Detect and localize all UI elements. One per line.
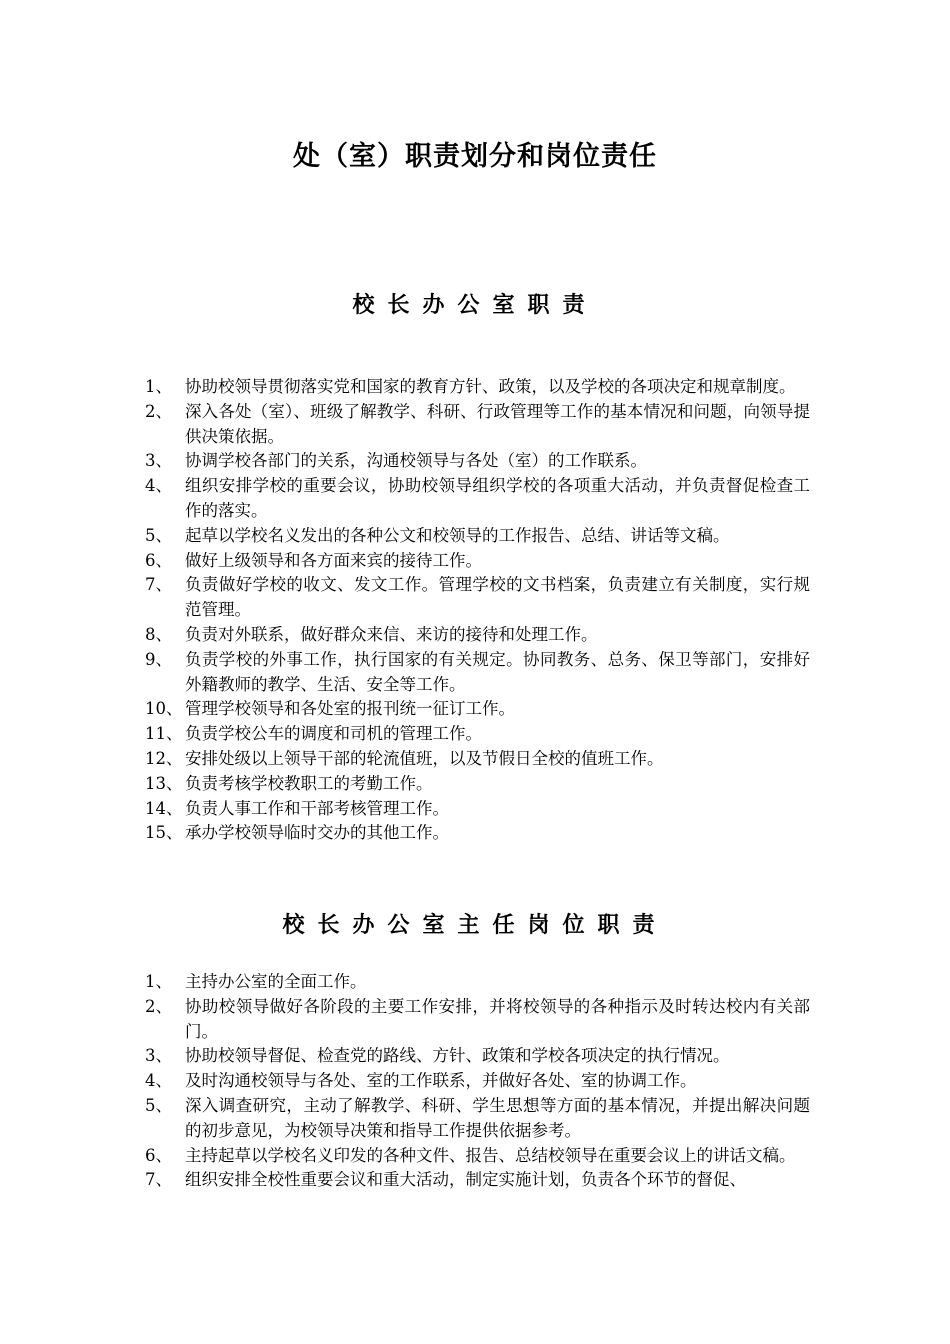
page-title: 处（室）职责划分和岗位责任 xyxy=(293,141,657,172)
list-item-text: 负责人事工作和干部考核管理工作。 xyxy=(185,798,449,818)
list-item xyxy=(145,1094,810,1144)
list-item-number: 4、 xyxy=(145,1071,172,1091)
office-duties-list xyxy=(145,375,810,846)
list-item xyxy=(145,821,810,846)
list-item-number: 1、 xyxy=(145,377,172,396)
list-item-text: 深入各处（室）、班级了解教学、科研、行政管理等工作的基本情况和问题，向领导提供决策依据。 xyxy=(185,401,810,446)
list-item-number: 4、 xyxy=(145,476,172,496)
list-item xyxy=(145,1069,810,1094)
list-item xyxy=(145,747,810,772)
list-item-text: 及时沟通校领导与各处、室的工作联系，并做好各处、室的协调工作。 xyxy=(185,1071,697,1091)
list-item-text: 负责做好学校的收文、发文工作。管理学校的文书档案，负责建立有关制度，实行规范管理。 xyxy=(185,575,810,620)
list-item-text: 协助校领导督促、检查党的路线、方针、政策和学校各项决定的执行情况。 xyxy=(185,1046,730,1066)
section-title-director-duties: 校长办公室主任岗位职责 xyxy=(282,912,668,938)
list-item-text: 组织安排学校的重要会议，协助校领导组织学校的各项重大活动，并负责督促检查工作的落实。 xyxy=(185,476,810,520)
director-duties-list xyxy=(145,970,810,1193)
list-item xyxy=(145,375,810,400)
list-item xyxy=(145,697,810,722)
list-item-number: 11、 xyxy=(145,724,183,744)
list-item-number: 12、 xyxy=(145,748,183,768)
list-item-number: 9、 xyxy=(145,649,172,669)
list-item-text: 深入调查研究，主动了解教学、科研、学生思想等方面的基本情况，并提出解决问题的初步意见，为校领导决策和指导工作提供依据参考。 xyxy=(185,1095,810,1140)
list-item-text: 做好上级领导和各方面来宾的接待工作。 xyxy=(185,550,482,570)
list-item-number: 14、 xyxy=(145,798,183,818)
list-item-text: 负责学校的外事工作，执行国家的有关规定。协同教务、总务、保卫等部门，安排好外籍教师的教学、生活、安全等工作。 xyxy=(185,649,810,694)
list-item-number: 10、 xyxy=(145,699,183,719)
list-item-number: 1、 xyxy=(145,972,172,991)
list-item xyxy=(145,400,810,450)
list-item-text: 协助校领导做好各阶段的主要工作安排，并将校领导的各种指示及时转达校内有关部门。 xyxy=(185,996,810,1041)
list-item xyxy=(145,1044,810,1069)
list-item-text: 主持起草以学校名义印发的各种文件、报告、总结校领导在重要会议上的讲话文稿。 xyxy=(185,1145,796,1165)
list-item-number: 2、 xyxy=(145,401,172,421)
list-item xyxy=(145,549,810,574)
list-item-text: 负责考核学校教职工的考勤工作。 xyxy=(185,773,433,793)
list-item xyxy=(145,648,810,698)
list-item xyxy=(145,449,810,474)
list-item-text: 负责学校公车的调度和司机的管理工作。 xyxy=(185,724,482,744)
list-item-number: 3、 xyxy=(145,451,172,471)
list-item xyxy=(145,797,810,822)
list-item xyxy=(145,995,810,1045)
list-item-number: 6、 xyxy=(145,1145,172,1165)
list-item-text: 管理学校领导和各处室的报刊统一征订工作。 xyxy=(185,699,515,719)
list-item-text: 承办学校领导临时交办的其他工作。 xyxy=(185,823,449,843)
list-item xyxy=(145,970,810,995)
list-item-text: 协助校领导贯彻落实党和国家的教育方针、政策，以及学校的各项决定和规章制度。 xyxy=(185,377,796,396)
list-item-number: 8、 xyxy=(145,624,172,644)
list-item xyxy=(145,474,810,524)
list-item-number: 13、 xyxy=(145,773,183,793)
list-item-text: 安排处级以上领导干部的轮流值班，以及节假日全校的值班工作。 xyxy=(185,748,664,768)
list-item-text: 负责对外联系，做好群众来信、来访的接待和处理工作。 xyxy=(185,624,598,644)
list-item xyxy=(145,573,810,623)
list-item-number: 15、 xyxy=(145,823,183,843)
list-item-number: 2、 xyxy=(145,996,172,1016)
list-item-number: 7、 xyxy=(145,575,172,595)
list-item-text: 协调学校各部门的关系，沟通校领导与各处（室）的工作联系。 xyxy=(185,451,647,471)
list-item-text: 起草以学校名义发出的各种公文和校领导的工作报告、总结、讲话等文稿。 xyxy=(185,525,730,545)
list-item-text: 主持办公室的全面工作。 xyxy=(185,972,367,991)
list-item-text: 组织安排全校性重要会议和重大活动，制定实施计划，负责各个环节的督促、 xyxy=(185,1170,746,1190)
list-item xyxy=(145,1144,810,1169)
list-item-number: 7、 xyxy=(145,1170,172,1190)
list-item-number: 3、 xyxy=(145,1046,172,1066)
list-item-number: 5、 xyxy=(145,1095,172,1115)
list-item-number: 5、 xyxy=(145,525,172,545)
list-item xyxy=(145,722,810,747)
list-item xyxy=(145,623,810,648)
list-item xyxy=(145,524,810,549)
list-item xyxy=(145,772,810,797)
list-item xyxy=(145,1168,810,1193)
list-item-number: 6、 xyxy=(145,550,172,570)
section-title-office-duties: 校长办公室职责 xyxy=(352,292,598,318)
